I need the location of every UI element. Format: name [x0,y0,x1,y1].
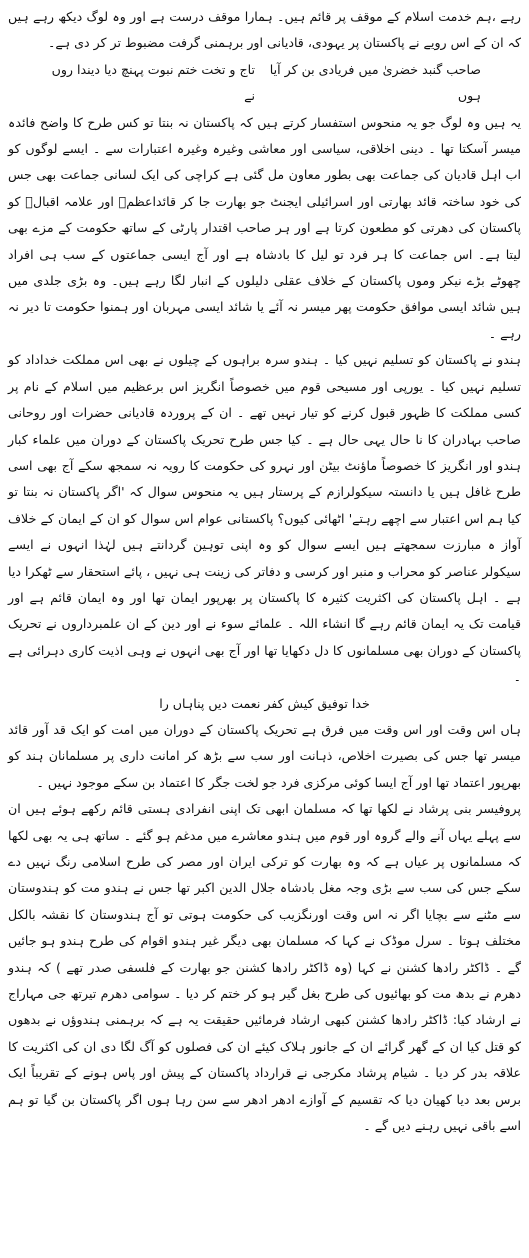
paragraph-2: یہ ہیں وہ لوگ جو یہ منحوس استفسار کرتے ہیں کہ پاکستان نہ بنتا تو کس طرح کا واضح فائدہ میسر آسکتا تھا ۔ دینی اخلاقی، سیاسی اور معاشی وغیرہ وغیرہ اعتبارات سے ۔ ایسے لوگوں کو اب اہل قادیان کی جماعت بھی بطور معاون مل گئی ہے کراچی کی ایک لسانی جماعت بھی جس کی خود ساختہ قائد بھارتی اور اسرائیلی ایجنٹ جو بھارت جا کر قائداعظمؒ اور علامہ اقبالؒ کو پاکستان کی دھرتی کو مطعون کرتا ہے اور ہر صاحب اقتدار پارٹی کے ساتھ حکومت کے مزے بھی لیتا ہے۔ اس جماعت کا ہر فرد تو لیل کا بادشاہ ہے اور آج ایسی جماعتوں کے سب ہی افراد چھوٹے بڑے نیکر وموں پاکستان کے خلاف عقلی دلیلوں کے انبار لگا رہے ہیں۔ وہ بڑی جلدی میں ہیں شائد ایسی موافق حکومت پھر میسر نہ آئے یا شائد ایسی مہربان اور ہمنوا حکومت تا دیر نہ رہے ۔ [8,114,521,341]
paragraph-5: پروفیسر بنی پرشاد نے لکھا تھا کہ مسلمان ابھی تک اپنی انفرادی ہستی قائم رکھے ہوئے ہیں ان سے پہلے یہاں آنے والے گروہ اور قوم میں ہندو معاشرے میں مدغم ہو گئے ۔ ساتھ ہی یہ بھی لکھا کہ مسلمانوں پر عیاں ہے کہ وہ بھارت کو ترکی ایران اور مصر کی طرح اسلامی رنگ نہیں دے سکے جس کی سب سے بڑی وجہ مغل بادشاہ جلال الدین اکبر تھا جس نے ہندو مت کو ہندوستان سے مٹنے سے بچایا اگر نہ اس وقت اورنگزیب کی حکومت ہوتی تو آج ہندوستان کا نقشہ بالکل مختلف ہوتا ۔ سرل موڈک نے کہا کہ مسلمان بھی دیگر غیر ہندو اقوام کی طرح ہندو ہو جائیں گے ۔ ڈاکٹر رادھا کشنن نے کہا (وہ ڈاکٹر رادھا کشنن جو بھارت کے فلسفی صدر تھے ) کہ ہندو دھرم نے بدھ مت کو بھائیوں کی طرح بغل گیر ہو کر ختم کر دیا ۔ سوامی دھرم تیرتھ جی مہاراج نے ارشاد کیا: ڈاکٹر رادھا کشنن کبھی ارشاد فرمائیں حقیقت یہ ہے کہ برہمنی ہندوؤں نے بدھوں کو قتل کیا ان کے گھر گرائے ان کے جانور ہلاک کیئے ان کی فصلوں کو آگ لگا دی ان کی اکثریت کا علاقہ بدر کر دیا ۔ شیام پرشاد مکرجی نے قرارداد پاکستان کے پیش اور پاس ہونے کے تقریباً ایک برس بعد دیا کھیان دیا کہ تقسیم کے آوازے ادھر ادھر سے سن رہا ہوں اگر پاکستان بن گیا تو ہم اسے باقی نہیں رہنے دیں گے ۔ [8,801,521,1134]
verse-line: خدا توفیق کیش کفر نعمت دیں پناہاں را [159,695,370,711]
paragraph-3: ہندو نے پاکستان کو تسلیم نہیں کیا ۔ ہندو سرہ براہوں کے چیلوں نے بھی اس مملکت خداداد کو تسلیم نہیں کیا ۔ یورپی اور مسیحی قوم میں خصوصاً انگریز اس برعظیم میں اسلام کے نام پر کسی مملکت کا ظہور قبول کرنے کو تیار نہیں تھے ۔ ان کے پروردہ قادیانی حضرات اور روحانی صاحب بہادران کا نا حال یہی حال ہے ۔ کیا جس طرح تحریک پاکستان کے دوران میں علماء کبار ہندو اور انگریز کا خصوصاً ماؤنٹ بیٹن اور نہرو کی حکومت کا رویہ نہ سمجھ سکے آج بھی اسی طرح غافل ہیں یا دانستہ سیکولرازم کے پرستار ہیں یہ منحوس سوال کہ 'اگر پاکستان نہ بنتا تو کیا ہم اس اعتبار سے اچھے رہتے' اٹھائی کیوں؟ پاکستانی عوام اس سوال کو ان کے ایمان کے خلاف آواز ہ مبارزت سمجھتے ہیں ایسے سوال کو وہ اپنی توہین گردانتے ہیں لہٰذا انہوں نے ایسے سیکولر عناصر کو محراب و منبر اور کرسی و دفاتر کی زینت ہی نہیں ، پائے استحقار سے ٹھکرا دیا ہے ۔ اہل پاکستان کی اکثریت کثیرہ کا پاکستان پر بھرپور ایمان تھا اور وہ ایمان قائم ہے اور قیامت تک یہ ایمان قائم رہے گا انشاء اللہ ۔ علمائے سوء نے اور دین کے ان علمبرداروں نے تحریک پاکستان کے دوران بھی مسلمانوں کا دل دکھایا تھا اور آج بھی انہوں نے وہی اذیت کاری دہرائی ہے ۔ [8,352,521,685]
verse-couplet [8,57,521,110]
verse-line-right: صاحب گنبد خضریٰ میں فریادی بن کر آیا ہوں [269,61,481,104]
verse-line-left: تاج و تخت ختم نبوت پہنچ دیا دیندا روں نے [51,61,255,104]
paragraph-4: ہاں اس وقت اور اس وقت میں فرق ہے تحریک پاکستان کے دوران میں امت کو ایک قد آور قائد میسر تھا جس کی بصیرت اخلاص، ذہانت اور سب سے بڑھ کر امانت داری پر مسلمانان ہند کو بھرپور اعتماد تھا اور آج ایسا کوئی مرکزی فرد جو لخت جگر کا اعتماد بن سکے موجود نہیں ۔ [8,721,521,790]
paragraph-intro: رہے ،ہم خدمت اسلام کے موقف پر قائم ہیں۔ ہمارا موقف درست ہے اور وہ لوگ دیکھ رہے ہیں کہ ان کے اس رویے نے پاکستان پر یہودی، قادیانی اور برہمنی گرفت مضبوط تر کر دی ہے۔ [8,9,521,51]
